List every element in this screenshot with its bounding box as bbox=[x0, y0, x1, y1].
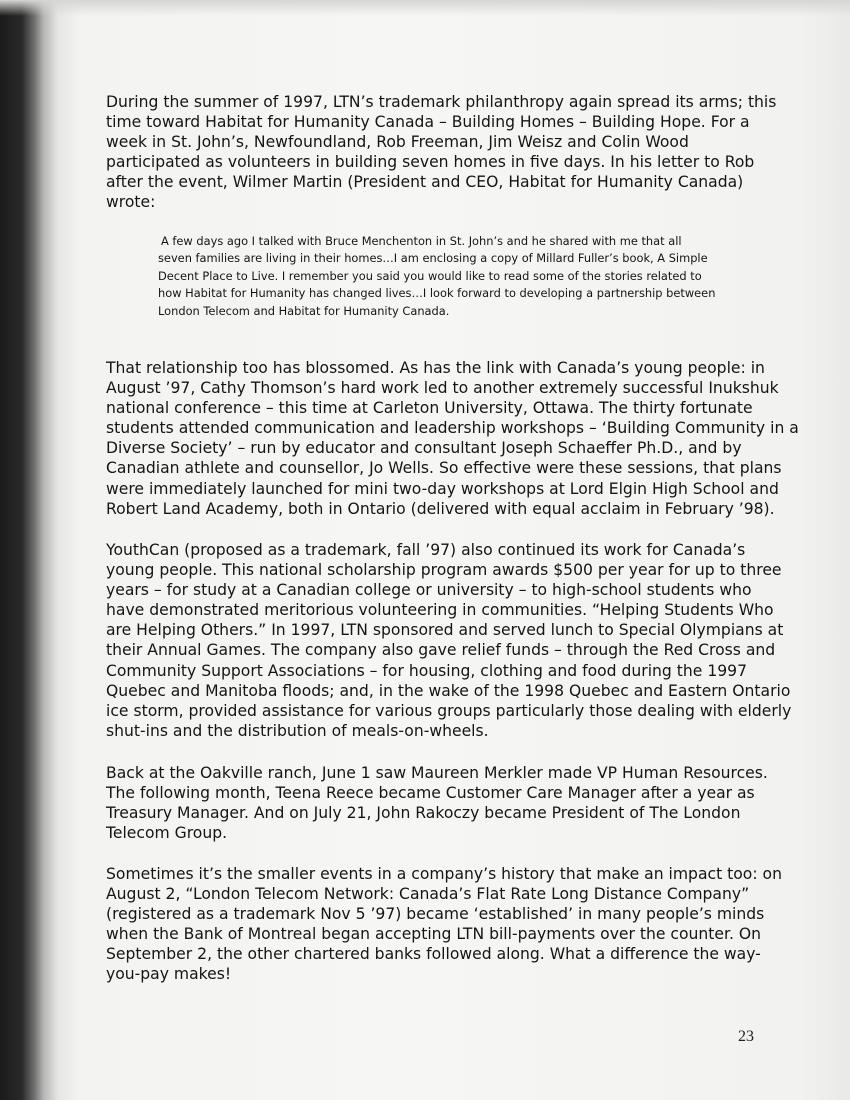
text-line: Canadian athlete and counsellor, Jo Wells. So effective were these sessions, that plans bbox=[106, 459, 782, 478]
text-line: That relationship too has blossomed. As has the link with Canada’s young people: in bbox=[106, 359, 765, 377]
text-line: Diverse Society’ – run by educator and consultant Joseph Schaeffer Ph.D., and by bbox=[106, 439, 742, 458]
text-line: (registered as a trademark Nov 5 ’97) became ‘established’ in many people’s minds bbox=[106, 905, 765, 924]
block-quote-letter bbox=[158, 233, 768, 320]
text-line: time toward Habitat for Humanity Canada – Building Homes – Building Hope. For a bbox=[106, 113, 750, 132]
quote-line: A few days ago I talked with Bruce Menchenton in St. John’s and he shared with me that all bbox=[161, 234, 682, 248]
text-line: have demonstrated meritorious volunteering in communities. “Helping Students Who bbox=[106, 601, 774, 620]
text-line: young people. This national scholarship program awards $500 per year for up to three bbox=[106, 561, 782, 580]
text-line: years – for study at a Canadian college or university – to high-school students who bbox=[106, 581, 752, 600]
text-line: were immediately launched for mini two-day workshops at Lord Elgin High School and bbox=[106, 479, 779, 498]
text-line: Robert Land Academy, both in Ontario (delivered with equal acclaim in February ’98). bbox=[106, 499, 775, 518]
text-line: September 2, the other chartered banks followed along. What a difference the way- bbox=[106, 945, 761, 964]
paragraph-youthcan bbox=[106, 540, 792, 741]
text-line: ice storm, provided assistance for various groups particularly those dealing with elderly bbox=[106, 701, 792, 720]
text-line: their Annual Games. The company also gave relief funds – through the Red Cross and bbox=[106, 641, 776, 660]
text-line: Quebec and Manitoba floods; and, in the wake of the 1998 Quebec and Eastern Ontario bbox=[106, 681, 791, 700]
text-line: YouthCan (proposed as a trademark, fall ’97) also continued its work for Canada’s bbox=[106, 541, 746, 559]
text-line: when the Bank of Montreal began accepting LTN bill-payments over the counter. On bbox=[106, 925, 762, 944]
page-top-edge bbox=[0, 0, 850, 16]
page-number: 23 bbox=[738, 1028, 754, 1045]
text-line: Sometimes it’s the smaller events in a company’s history that make an impact too: on bbox=[106, 865, 782, 883]
paragraph-oakville bbox=[106, 763, 766, 843]
text-line: wrote: bbox=[106, 193, 156, 212]
quote-line: how Habitat for Humanity has changed lives…I look forward to developing a partnership between bbox=[158, 286, 716, 301]
text-line: national conference – this time at Carleton University, Ottawa. The thirty fortunate bbox=[106, 399, 753, 418]
text-line: August 2, “London Telecom Network: Canada’s Flat Rate Long Distance Company” bbox=[106, 885, 750, 904]
text-line: During the summer of 1997, LTN’s trademark philanthropy again spread its arms; this bbox=[106, 93, 777, 111]
text-line: Telecom Group. bbox=[106, 824, 228, 843]
text-line: participated as volunteers in building seven homes in five days. In his letter to Rob bbox=[106, 153, 755, 172]
text-line: Community Support Associations – for housing, clothing and food during the 1997 bbox=[106, 661, 748, 680]
paragraph-inukshuk bbox=[106, 358, 799, 519]
paragraph-bill-payments bbox=[106, 864, 782, 985]
quote-line: seven families are living in their homes…I am enclosing a copy of Millard Fuller’s book, A Simple bbox=[158, 251, 708, 266]
text-line: The following month, Teena Reece became Customer Care Manager after a year as bbox=[106, 784, 755, 803]
text-line: students attended communication and leadership workshops – ‘Building Community in a bbox=[106, 419, 799, 438]
text-line: after the event, Wilmer Martin (President and CEO, Habitat for Humanity Canada) bbox=[106, 173, 744, 192]
text-line: week in St. John’s, Newfoundland, Rob Freeman, Jim Weisz and Colin Wood bbox=[106, 133, 689, 152]
quote-line: Decent Place to Live. I remember you said you would like to read some of the stories related to bbox=[158, 268, 702, 283]
text-line: August ’97, Cathy Thomson’s hard work led to another extremely successful Inukshuk bbox=[106, 379, 779, 398]
text-line: Treasury Manager. And on July 21, John Rakoczy became President of The London bbox=[106, 804, 741, 823]
text-line: shut-ins and the distribution of meals-on-wheels. bbox=[106, 721, 489, 740]
paragraph-habitat bbox=[106, 92, 777, 213]
text-line: are Helping Others.” In 1997, LTN sponsored and served lunch to Special Olympians at bbox=[106, 621, 784, 640]
text-line: you-pay makes! bbox=[106, 965, 232, 984]
quote-line: London Telecom and Habitat for Humanity Canada. bbox=[158, 303, 450, 318]
text-line: Back at the Oakville ranch, June 1 saw Maureen Merkler made VP Human Resources. bbox=[106, 764, 768, 782]
